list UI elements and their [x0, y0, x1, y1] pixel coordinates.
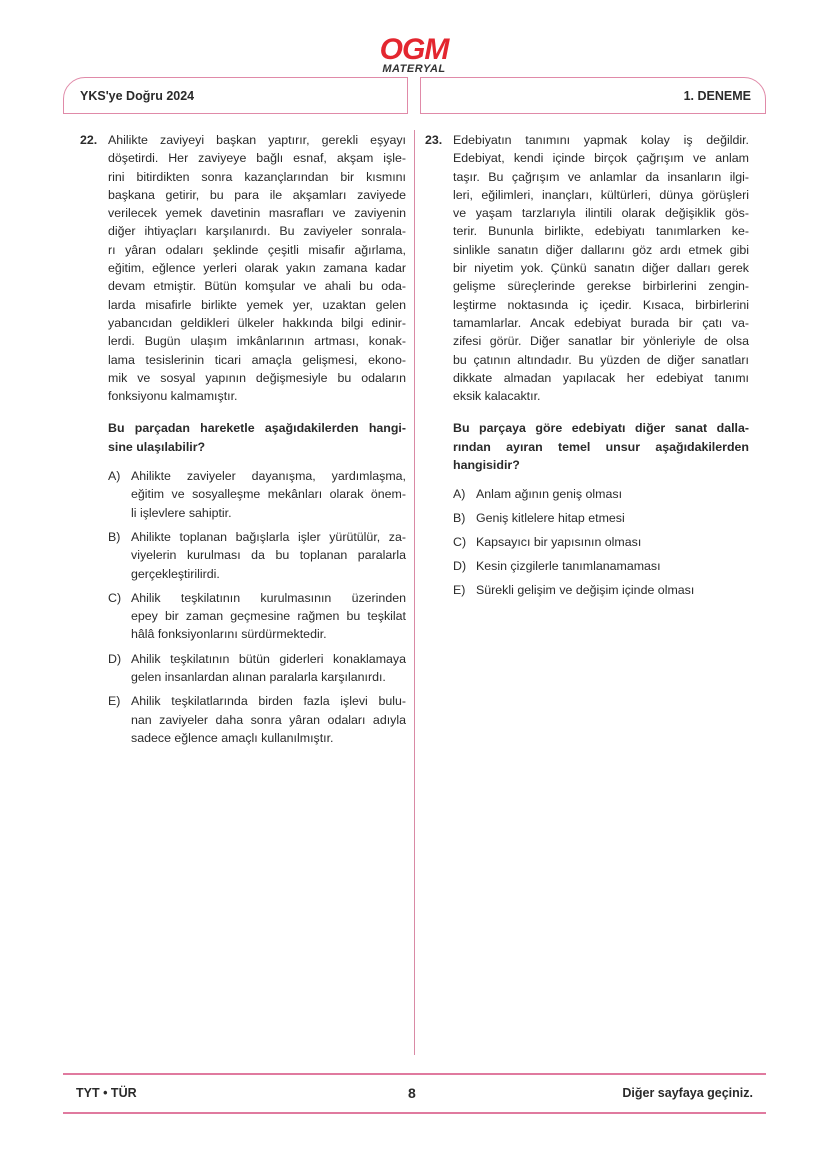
passage-line: sinlikle sanatın diğer dallarını göz ardı etmek gibi	[453, 242, 749, 257]
passage-line: leştirme noktasında iç içedir. Kısaca, birbirlerini	[453, 297, 749, 312]
option-label: E)	[108, 694, 121, 709]
footer-bottom-rule	[63, 1112, 766, 1114]
passage-line: leri, eğilimleri, inançları, kültürleri, dünya görüşleri	[453, 187, 749, 202]
passage-line: zifesi görür. Diğer sanatlar bir yönleriyle de olsa	[453, 334, 749, 349]
passage-line: bu çatının altındadır. Bu yüzden de diğer sanatları	[453, 352, 749, 367]
option-line: viyelerin kurulması da bu toplanan paralarla	[131, 548, 406, 563]
answer-option-e[interactable]	[108, 692, 406, 747]
option-line: epey bir zaman geçmesine rağmen bu teşkilat	[131, 609, 406, 624]
passage-line: eğitim, eğlence yerleri olarak yakın zamana kadar	[108, 261, 406, 276]
footer-section: TYT • TÜR	[76, 1086, 137, 1100]
passage-line: bir niyetim yok. Çünkü sanatın diğer dalları gerek	[453, 261, 749, 276]
option-line: Ahilik teşkilatlarında birden fazla işlevi bulu-	[131, 694, 406, 709]
answer-option-d[interactable]	[453, 557, 749, 575]
option-line: li işlevlere sahiptir.	[131, 505, 232, 520]
passage-line: mik ve sosyal yapının değişmesiyle bu odaların	[108, 370, 406, 385]
question-passage	[108, 131, 406, 405]
passage-line: gelişme süreçlerinde gerekse birbirlerini zengin-	[453, 279, 749, 294]
option-label: B)	[108, 529, 121, 544]
passage-line: tamamlarlar. Ancak edebiyat burada bir çatı va-	[453, 315, 749, 330]
option-line: eğitim ve sosyalleşme mekânları olarak önem-	[131, 487, 406, 502]
stem-line: rından ayıran temel unsur aşağıdakilerden	[453, 439, 749, 454]
answer-options	[425, 485, 749, 599]
option-line: Geniş kitlelere hitap etmesi	[476, 511, 625, 526]
option-line: Kapsayıcı bir yapısının olması	[476, 535, 642, 550]
option-label: B)	[453, 511, 466, 526]
option-label: C)	[453, 535, 467, 550]
footer-top-rule	[63, 1073, 766, 1075]
option-line: Ahilik teşkilatının bütün giderleri konaklamaya	[131, 651, 406, 666]
passage-line: Edebiyatın tanımını yapmak kolay iş değildir.	[453, 133, 749, 147]
option-line: Ahilik teşkilatının kurulmasının üzerinden	[131, 590, 406, 605]
stem-line: hangisidir?	[453, 458, 520, 473]
option-line: gelen insanlardan alınan paralarla karşılanırdı.	[131, 670, 386, 685]
passage-line: rı yâran odaları şeklinde çeşitli misafir ağırlama,	[108, 242, 406, 257]
ogm-materyal-logo	[0, 33, 828, 75]
option-label: A)	[108, 469, 121, 484]
logo-sub: MATERYAL	[382, 63, 446, 75]
passage-line: yabancıdan geldikleri ülkeler hakkında bilgi edinir-	[108, 315, 406, 330]
passage-line: taşır. Bu çağrışım ve anlamlar da insanların ilgi-	[453, 169, 749, 184]
passage-line: rini bitirdikten sonra kazançlarından bir kısmını	[108, 169, 406, 184]
passage-line: lama tesislerinin ticari amaçla gelişmesi, ekono-	[108, 352, 406, 367]
stem-line: Bu parçadan hareketle aşağıdakilerden hangi-	[108, 421, 406, 436]
passage-line: devam etmiştir. Bütün komşular ve ahali bu oda-	[108, 279, 406, 294]
passage-line: Ahilikte zaviyeyi başkan yaptırır, gerekli eşyayı	[108, 133, 406, 147]
passage-line: terir. Bununla birlikte, edebiyatı tanımlarken ke-	[453, 224, 749, 239]
question-stem	[453, 419, 749, 474]
passage-line: diğer ihtiyaçları karşılanırdı. Bu zaviyeler sonrala-	[108, 224, 406, 239]
answer-option-e[interactable]	[453, 581, 749, 599]
exam-number: 1. DENEME	[683, 88, 751, 103]
header-left-box	[63, 77, 408, 114]
answer-option-b[interactable]	[108, 528, 406, 583]
option-label: A)	[453, 487, 466, 502]
passage-line: verilecek yemek davetinin masrafları ve zaviyenin	[108, 206, 406, 221]
question-stem	[108, 419, 406, 456]
option-line: gerçekleştirilirdi.	[131, 566, 220, 581]
passage-line: lerdi. Bugün ulaşım imkânlarının artması, konak-	[108, 334, 406, 349]
answer-option-a[interactable]	[453, 485, 749, 503]
stem-line: sine ulaşılabilir?	[108, 439, 206, 454]
passage-line: eksik kalacaktır.	[453, 389, 541, 404]
question-number: 23.	[425, 133, 443, 147]
stem-line: Bu parçaya göre edebiyatı diğer sanat dalla-	[453, 421, 749, 436]
passage-line: döşetirdi. Her zaviyeye bağlı esnaf, akşam işle-	[108, 151, 406, 166]
option-label: D)	[108, 651, 122, 666]
answer-option-c[interactable]	[108, 589, 406, 644]
option-label: D)	[453, 559, 467, 574]
passage-line: dikkate almadan yapılacak her edebiyat tanımı	[453, 370, 749, 385]
answer-option-b[interactable]	[453, 509, 749, 527]
question-passage	[453, 131, 749, 405]
passage-line: fonksiyonu kalmamıştır.	[108, 389, 238, 404]
question-22	[80, 131, 406, 753]
option-line: Anlam ağının geniş olması	[476, 487, 623, 502]
option-line: hâlâ fonksiyonlarını sürdürmektedir.	[131, 627, 327, 642]
passage-line: Edebiyat, kendi içinde birçok çağrışım ve anlam	[453, 151, 749, 166]
option-line: Ahilikte zaviyeler dayanışma, yardımlaşma,	[131, 469, 406, 484]
option-line: sadece eğlence amaçlı kullanılmıştır.	[131, 730, 334, 745]
option-label: E)	[453, 583, 466, 598]
logo-brand: OGM	[379, 33, 449, 66]
option-label: C)	[108, 590, 122, 605]
option-line: Ahilikte toplanan bağışlarla işler yürütülür, za-	[131, 529, 406, 544]
exam-series-title: YKS'ye Doğru 2024	[80, 88, 195, 103]
question-number: 22.	[80, 133, 98, 147]
option-line: Sürekli gelişim ve değişim içinde olması	[476, 583, 695, 598]
next-page-note: Diğer sayfaya geçiniz.	[622, 1086, 753, 1100]
question-23	[425, 131, 749, 605]
page-number: 8	[408, 1085, 416, 1101]
passage-line: ve yaşam tarzlarıyla ilintili olarak değişiklik gös-	[453, 206, 749, 221]
answer-option-a[interactable]	[108, 467, 406, 522]
answer-options	[80, 467, 406, 747]
passage-line: başkana getirir, bu para ile akşamları zaviyede	[108, 187, 406, 202]
option-line: nan zaviyeler daha sonra yâran odaları adıyla	[131, 712, 406, 727]
column-divider	[414, 130, 415, 1055]
header-right-box	[420, 77, 766, 114]
answer-option-d[interactable]	[108, 650, 406, 687]
answer-option-c[interactable]	[453, 533, 749, 551]
option-line: Kesin çizgilerle tanımlanamaması	[476, 559, 661, 574]
passage-line: larda misafirle birlikte yemek yer, uzaktan gelen	[108, 297, 406, 312]
